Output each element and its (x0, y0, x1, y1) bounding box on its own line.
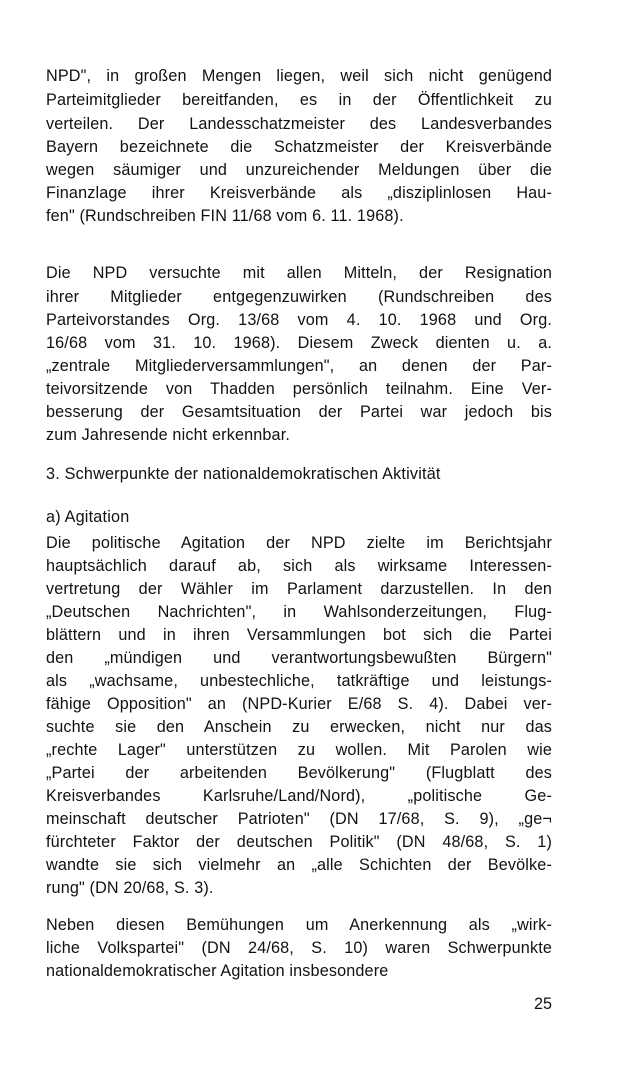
text-line: als „wachsame, unbestechliche, tatkräftige und leistungs- (46, 672, 552, 690)
text-line: vertretung der Wähler im Parlament darzustellen. In den (46, 580, 552, 598)
text-line: den „mündigen und verantwortungsbewußten Bürgern" (46, 649, 552, 667)
text-line: Bayern bezeichnete die Schatzmeister der Kreisverbände (46, 138, 552, 156)
text-line: Parteimitglieder bereitfanden, es in der Öffentlichkeit zu (46, 91, 552, 109)
text-line: verteilen. Der Landesschatzmeister des Landesverbandes (46, 115, 552, 133)
text-line: NPD", in großen Mengen liegen, weil sich nicht genügend (46, 67, 552, 85)
text-line: zum Jahresende nicht erkennbar. (46, 426, 291, 444)
text-line: Parteivorstandes Org. 13/68 vom 4. 10. 1968 und Org. (46, 311, 552, 329)
text-line: teivorsitzende von Thadden persönlich teilnahm. Eine Ver- (46, 380, 552, 398)
text-line: ihrer Mitglieder entgegenzuwirken (Rundschreiben des (46, 288, 552, 306)
text-line: liche Volkspartei" (DN 24/68, S. 10) waren Schwerpunkte (46, 939, 552, 957)
text-line: Die NPD versuchte mit allen Mitteln, der Resignation (46, 264, 552, 282)
text-line: besserung der Gesamtsituation der Partei war jedoch bis (46, 403, 552, 421)
text-line: „zentrale Mitgliederversammlungen", an denen der Par- (46, 357, 552, 375)
text-line: Die politische Agitation der NPD zielte im Berichtsjahr (46, 534, 552, 552)
text-line: nationaldemokratischer Agitation insbesondere (46, 962, 389, 980)
text-line: Neben diesen Bemühungen um Anerkennung als „wirk- (46, 916, 552, 934)
text-line: fähige Opposition" an (NPD-Kurier E/68 S. 4). Dabei ver- (46, 695, 552, 713)
text-line: Kreisverbandes Karlsruhe/Land/Nord), „politische Ge- (46, 787, 552, 805)
page-number: 25 (533, 995, 552, 1013)
text-line: rung" (DN 20/68, S. 3). (46, 879, 214, 897)
text-line: wandte sie sich vielmehr an „alle Schichten der Bevölke- (46, 856, 552, 874)
text-line: Finanzlage ihrer Kreisverbände als „disziplinlosen Hau- (46, 184, 552, 202)
text-line: wegen säumiger und unzureichender Meldungen über die (46, 161, 552, 179)
text-line: fürchteter Faktor der deutschen Politik" (DN 48/68, S. 1) (46, 833, 552, 851)
text-line: „rechte Lager" unterstützen zu wollen. Mit Parolen wie (46, 741, 552, 759)
subsection-heading: a) Agitation (46, 508, 130, 526)
text-line: suchte sie den Anschein zu erwecken, nicht nur das (46, 718, 552, 736)
text-line: fen" (Rundschreiben FIN 11/68 vom 6. 11. 1968). (46, 207, 404, 225)
text-line: „Partei der arbeitenden Bevölkerung" (Flugblatt des (46, 764, 552, 782)
text-line: „Deutschen Nachrichten", in Wahlsonderzeitungen, Flug- (46, 603, 552, 621)
text-line: hauptsächlich darauf ab, sich als wirksame Interessen- (46, 557, 552, 575)
section-heading: 3. Schwerpunkte der nationaldemokratischen Aktivität (46, 465, 441, 483)
text-line: blättern und in ihren Versammlungen bot sich die Partei (46, 626, 552, 644)
text-line: meinschaft deutscher Patrioten" (DN 17/68, S. 9), „ge¬ (46, 810, 552, 828)
text-line: 16/68 vom 31. 10. 1968). Diesem Zweck dienten u. a. (46, 334, 552, 352)
